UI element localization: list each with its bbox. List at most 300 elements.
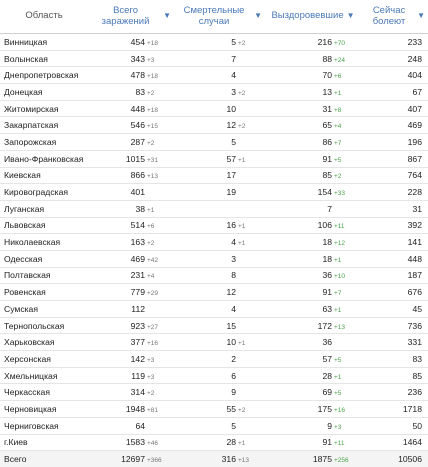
total-cases-delta: +16 (147, 340, 159, 348)
table-row (0, 401, 428, 418)
region-name: Черкасская (0, 384, 88, 401)
deaths-value: 12 (226, 287, 236, 298)
recovered (265, 384, 361, 401)
recovered (265, 217, 361, 234)
table-row (0, 150, 428, 167)
total-cases (88, 451, 174, 467)
recovered-value: 172 (317, 320, 332, 331)
deaths (174, 117, 265, 134)
deaths (174, 50, 265, 67)
recovered-value: 36 (322, 270, 332, 281)
total-cases-delta: +2 (147, 240, 155, 248)
deaths (174, 100, 265, 117)
table-row (0, 67, 428, 84)
active-cases: 736 (361, 317, 428, 334)
region-name: Сумская (0, 301, 88, 318)
recovered-delta: +1 (334, 89, 342, 97)
total-cases-value: 163 (130, 237, 145, 248)
recovered-value: 88 (322, 53, 332, 64)
active-cases: 764 (361, 167, 428, 184)
recovered-delta: +256 (334, 457, 349, 465)
deaths (174, 334, 265, 351)
recovered-value: 154 (317, 187, 332, 198)
total-cases-delta: +3 (147, 56, 155, 64)
total-cases-value: 923 (130, 320, 145, 331)
deaths-value: 10 (226, 337, 236, 348)
total-cases-value: 314 (130, 387, 145, 398)
total-cases-delta: +366 (147, 457, 162, 465)
region-name: Луганская (0, 200, 88, 217)
region-name: Закарпатская (0, 117, 88, 134)
total-cases (88, 134, 174, 151)
deaths-value: 5 (231, 36, 236, 47)
region-name: Киевская (0, 167, 88, 184)
recovered-value: 106 (317, 220, 332, 231)
active-cases: 228 (361, 184, 428, 201)
recovered (265, 67, 361, 84)
column-header-total[interactable] (88, 0, 174, 34)
total-cases-delta: +29 (147, 290, 159, 298)
deaths-value: 4 (231, 303, 236, 314)
deaths-value: 28 (226, 437, 236, 448)
total-cases (88, 167, 174, 184)
column-header-deaths[interactable] (174, 0, 265, 34)
deaths (174, 367, 265, 384)
recovered-delta: +7 (334, 139, 342, 147)
recovered-value: 13 (322, 86, 332, 97)
total-cases (88, 334, 174, 351)
deaths-value: 316 (221, 454, 236, 465)
recovered-delta: +4 (334, 123, 342, 131)
table-row (0, 301, 428, 318)
active-cases: 187 (361, 267, 428, 284)
table-row (0, 234, 428, 251)
total-cases (88, 301, 174, 318)
sort-down-icon[interactable]: ▼ (346, 11, 355, 21)
deaths (174, 34, 265, 51)
column-header-deaths-label: Смертельные случаи (183, 5, 245, 27)
deaths-value: 10 (226, 103, 236, 114)
total-cases-delta: +31 (147, 156, 159, 164)
column-header-active[interactable] (361, 0, 428, 34)
deaths (174, 284, 265, 301)
deaths-delta: +2 (238, 39, 246, 47)
recovered-delta: +3 (334, 423, 342, 431)
total-cases-value: 866 (130, 170, 145, 181)
total-cases-value: 401 (130, 187, 145, 198)
total-cases (88, 351, 174, 368)
total-cases-delta: +2 (147, 390, 155, 398)
column-header-recovered-label: Выздоровевшие (271, 10, 344, 22)
total-cases-delta: +42 (147, 256, 159, 264)
table-row (0, 384, 428, 401)
region-name: Черниговская (0, 417, 88, 434)
total-cases (88, 434, 174, 451)
recovered-value: 36 (322, 337, 332, 348)
total-cases-value: 514 (130, 220, 145, 231)
table-row (0, 417, 428, 434)
deaths (174, 317, 265, 334)
total-cases-value: 142 (130, 353, 145, 364)
active-cases: 236 (361, 384, 428, 401)
region-name: Тернопольская (0, 317, 88, 334)
recovered-value: 18 (322, 237, 332, 248)
deaths (174, 167, 265, 184)
column-header-region-label: Область (25, 10, 63, 22)
recovered-value: 91 (322, 153, 332, 164)
table-row (0, 84, 428, 101)
table-row (0, 351, 428, 368)
active-cases: 448 (361, 250, 428, 267)
total-cases-delta: +15 (147, 123, 159, 131)
recovered-delta: +8 (334, 106, 342, 114)
recovered-value: 65 (322, 120, 332, 131)
deaths (174, 417, 265, 434)
total-cases (88, 67, 174, 84)
total-cases-value: 119 (131, 370, 145, 381)
deaths-delta: +1 (238, 156, 246, 164)
active-cases: 196 (361, 134, 428, 151)
sort-down-icon[interactable]: ▼ (417, 11, 425, 21)
deaths-value: 17 (226, 170, 236, 181)
total-cases-value: 38 (135, 203, 145, 214)
total-cases-value: 469 (130, 253, 145, 264)
recovered-value: 175 (317, 403, 332, 414)
total-cases (88, 34, 174, 51)
deaths (174, 150, 265, 167)
active-cases: 67 (361, 84, 428, 101)
recovered-value: 1875 (312, 454, 332, 465)
total-cases (88, 100, 174, 117)
table-row (0, 117, 428, 134)
recovered (265, 34, 361, 51)
total-cases (88, 117, 174, 134)
total-cases-value: 546 (130, 120, 145, 131)
deaths-delta: +2 (238, 89, 246, 97)
region-name: Черновицкая (0, 401, 88, 418)
recovered (265, 184, 361, 201)
table-row (0, 200, 428, 217)
recovered-delta: +16 (334, 406, 346, 414)
active-cases: 676 (361, 284, 428, 301)
recovered-delta: +5 (334, 356, 342, 364)
region-name: Волынская (0, 50, 88, 67)
column-header-region[interactable] (0, 0, 88, 34)
sort-down-icon[interactable]: ▼ (254, 11, 262, 21)
total-cases-delta: +27 (147, 323, 159, 331)
region-name: Николаевская (0, 234, 88, 251)
deaths-value: 12 (226, 120, 236, 131)
total-cases (88, 184, 174, 201)
recovered (265, 417, 361, 434)
table-row (0, 284, 428, 301)
deaths-delta: +1 (238, 223, 246, 231)
recovered-value: 9 (327, 420, 332, 431)
recovered (265, 351, 361, 368)
active-cases: 141 (361, 234, 428, 251)
recovered-value: 85 (322, 170, 332, 181)
total-cases-delta: +2 (147, 139, 155, 147)
table-row (0, 134, 428, 151)
deaths (174, 250, 265, 267)
recovered-value: 18 (322, 253, 332, 264)
table-row (0, 334, 428, 351)
recovered (265, 334, 361, 351)
region-name: Ивано-Франковская (0, 150, 88, 167)
table-row (0, 367, 428, 384)
active-cases: 1464 (361, 434, 428, 451)
recovered-delta: +7 (334, 290, 342, 298)
total-cases-delta: +6 (147, 223, 155, 231)
deaths (174, 217, 265, 234)
deaths (174, 184, 265, 201)
deaths-value: 5 (231, 136, 236, 147)
total-cases-value: 12697 (121, 454, 145, 465)
recovered-delta: +1 (334, 256, 342, 264)
deaths (174, 384, 265, 401)
total-cases (88, 234, 174, 251)
region-name: Ровенская (0, 284, 88, 301)
deaths (174, 351, 265, 368)
active-cases: 248 (361, 50, 428, 67)
deaths-value: 4 (231, 237, 236, 248)
active-cases: 407 (361, 100, 428, 117)
recovered-value: 57 (322, 353, 332, 364)
table-header-row (0, 0, 428, 34)
deaths-delta: +13 (238, 457, 250, 465)
deaths (174, 401, 265, 418)
deaths (174, 451, 265, 467)
deaths-value: 3 (231, 253, 236, 264)
column-header-total-label: Всего заражений (101, 5, 150, 27)
deaths-value: 15 (226, 320, 236, 331)
recovered-value: 63 (322, 303, 332, 314)
recovered-value: 91 (322, 437, 332, 448)
active-cases: 469 (361, 117, 428, 134)
recovered (265, 434, 361, 451)
total-cases-value: 287 (130, 136, 145, 147)
table-row (0, 317, 428, 334)
sort-down-icon[interactable]: ▼ (163, 11, 171, 21)
deaths-value: 55 (226, 403, 236, 414)
active-cases: 10506 (361, 451, 428, 467)
deaths (174, 301, 265, 318)
recovered-delta: +70 (334, 39, 346, 47)
recovered (265, 50, 361, 67)
recovered (265, 284, 361, 301)
deaths-delta: +1 (238, 240, 246, 248)
total-cases-value: 377 (130, 337, 145, 348)
total-cases-value: 1583 (125, 437, 145, 448)
recovered (265, 100, 361, 117)
deaths (174, 234, 265, 251)
total-cases-delta: +18 (147, 39, 159, 47)
total-cases (88, 84, 174, 101)
table-row (0, 50, 428, 67)
recovered-value: 28 (322, 370, 332, 381)
deaths (174, 84, 265, 101)
recovered-delta: +5 (334, 390, 342, 398)
active-cases: 1718 (361, 401, 428, 418)
total-cases-value: 112 (131, 303, 145, 314)
table-row (0, 267, 428, 284)
deaths (174, 434, 265, 451)
recovered-delta: +33 (334, 190, 346, 198)
recovered-value: 7 (327, 203, 332, 214)
active-cases: 31 (361, 200, 428, 217)
recovered-delta: +11 (334, 223, 345, 231)
recovered (265, 250, 361, 267)
region-name: Запорожская (0, 134, 88, 151)
deaths (174, 67, 265, 84)
recovered (265, 234, 361, 251)
table-row (0, 434, 428, 451)
region-name: Донецкая (0, 84, 88, 101)
recovered-delta: +1 (334, 373, 342, 381)
total-cases-delta: +46 (147, 440, 159, 448)
total-cases (88, 284, 174, 301)
total-cases-value: 454 (130, 36, 145, 47)
total-cases (88, 384, 174, 401)
deaths-value: 19 (226, 187, 236, 198)
total-cases-value: 64 (135, 420, 145, 431)
recovered-delta: +5 (334, 156, 342, 164)
recovered (265, 367, 361, 384)
active-cases: 50 (361, 417, 428, 434)
deaths-value: 2 (231, 353, 236, 364)
table-body (0, 34, 428, 467)
active-cases: 233 (361, 34, 428, 51)
table-row (0, 167, 428, 184)
total-cases-value: 83 (135, 86, 145, 97)
region-name: Херсонская (0, 351, 88, 368)
deaths-value: 4 (231, 70, 236, 81)
deaths-value: 6 (231, 370, 236, 381)
recovered-value: 69 (322, 387, 332, 398)
active-cases: 331 (361, 334, 428, 351)
total-cases (88, 50, 174, 67)
active-cases: 83 (361, 351, 428, 368)
total-cases-delta: +3 (147, 356, 155, 364)
total-cases-value: 1948 (125, 403, 145, 414)
recovered (265, 200, 361, 217)
table-row (0, 100, 428, 117)
recovered-delta: +13 (334, 323, 346, 331)
total-cases-value: 343 (130, 53, 145, 64)
deaths-delta: +1 (238, 440, 246, 448)
recovered-delta: +12 (334, 240, 346, 248)
total-cases-delta: +81 (147, 406, 159, 414)
recovered (265, 84, 361, 101)
recovered-delta: +11 (334, 440, 345, 448)
total-cases (88, 200, 174, 217)
total-cases-delta: +13 (147, 173, 159, 181)
total-cases-value: 1015 (125, 153, 145, 164)
deaths (174, 267, 265, 284)
table-row (0, 34, 428, 51)
region-name: Хмельницкая (0, 367, 88, 384)
total-cases-value: 448 (130, 103, 145, 114)
recovered (265, 451, 361, 467)
recovered (265, 401, 361, 418)
total-cases (88, 367, 174, 384)
recovered (265, 267, 361, 284)
region-name: Львовская (0, 217, 88, 234)
deaths-delta: +2 (238, 123, 246, 131)
region-name: Винницкая (0, 34, 88, 51)
table-row (0, 250, 428, 267)
recovered-delta: +10 (334, 273, 346, 281)
total-cases (88, 250, 174, 267)
recovered (265, 301, 361, 318)
recovered-value: 216 (317, 36, 332, 47)
region-name: Днепропетровская (0, 67, 88, 84)
table-row (0, 217, 428, 234)
total-cases-delta: +1 (147, 206, 155, 214)
deaths-value: 57 (226, 153, 236, 164)
region-name: Харьковская (0, 334, 88, 351)
total-cases (88, 217, 174, 234)
deaths-value: 8 (231, 270, 236, 281)
deaths-value: 3 (231, 86, 236, 97)
recovered-delta: +2 (334, 173, 342, 181)
deaths (174, 134, 265, 151)
deaths-delta: +1 (238, 340, 246, 348)
total-cases (88, 401, 174, 418)
recovered-delta: +24 (334, 56, 346, 64)
total-cases-delta: +18 (147, 106, 159, 114)
deaths-value: 5 (231, 420, 236, 431)
recovered-delta: +6 (334, 73, 342, 81)
recovered (265, 317, 361, 334)
recovered-value: 31 (322, 103, 332, 114)
region-name: Кировоградская (0, 184, 88, 201)
total-cases (88, 267, 174, 284)
total-cases-delta: +3 (147, 373, 155, 381)
table-row (0, 184, 428, 201)
column-header-recovered[interactable] (265, 0, 361, 34)
total-cases (88, 150, 174, 167)
active-cases: 392 (361, 217, 428, 234)
region-name: Полтавская (0, 267, 88, 284)
total-cases-delta: +2 (147, 89, 155, 97)
deaths-value: 9 (231, 387, 236, 398)
recovered (265, 134, 361, 151)
active-cases: 867 (361, 150, 428, 167)
recovered (265, 167, 361, 184)
total-cases-delta: +4 (147, 273, 155, 281)
recovered-value: 91 (322, 287, 332, 298)
table-total-row (0, 451, 428, 467)
region-name: г.Киев (0, 434, 88, 451)
recovered-value: 86 (322, 136, 332, 147)
total-cases-value: 779 (130, 287, 145, 298)
active-cases: 404 (361, 67, 428, 84)
column-header-active-label: Сейчас болеют (372, 5, 406, 27)
region-name: Одесская (0, 250, 88, 267)
deaths-value: 7 (231, 53, 236, 64)
recovered-delta: +1 (334, 306, 342, 314)
active-cases: 45 (361, 301, 428, 318)
region-name: Всего (0, 451, 88, 467)
deaths-delta: +2 (238, 406, 246, 414)
region-name: Житомирская (0, 100, 88, 117)
total-cases-value: 231 (130, 270, 145, 281)
total-cases (88, 317, 174, 334)
total-cases-value: 478 (130, 70, 145, 81)
deaths (174, 200, 265, 217)
total-cases-delta: +18 (147, 73, 159, 81)
